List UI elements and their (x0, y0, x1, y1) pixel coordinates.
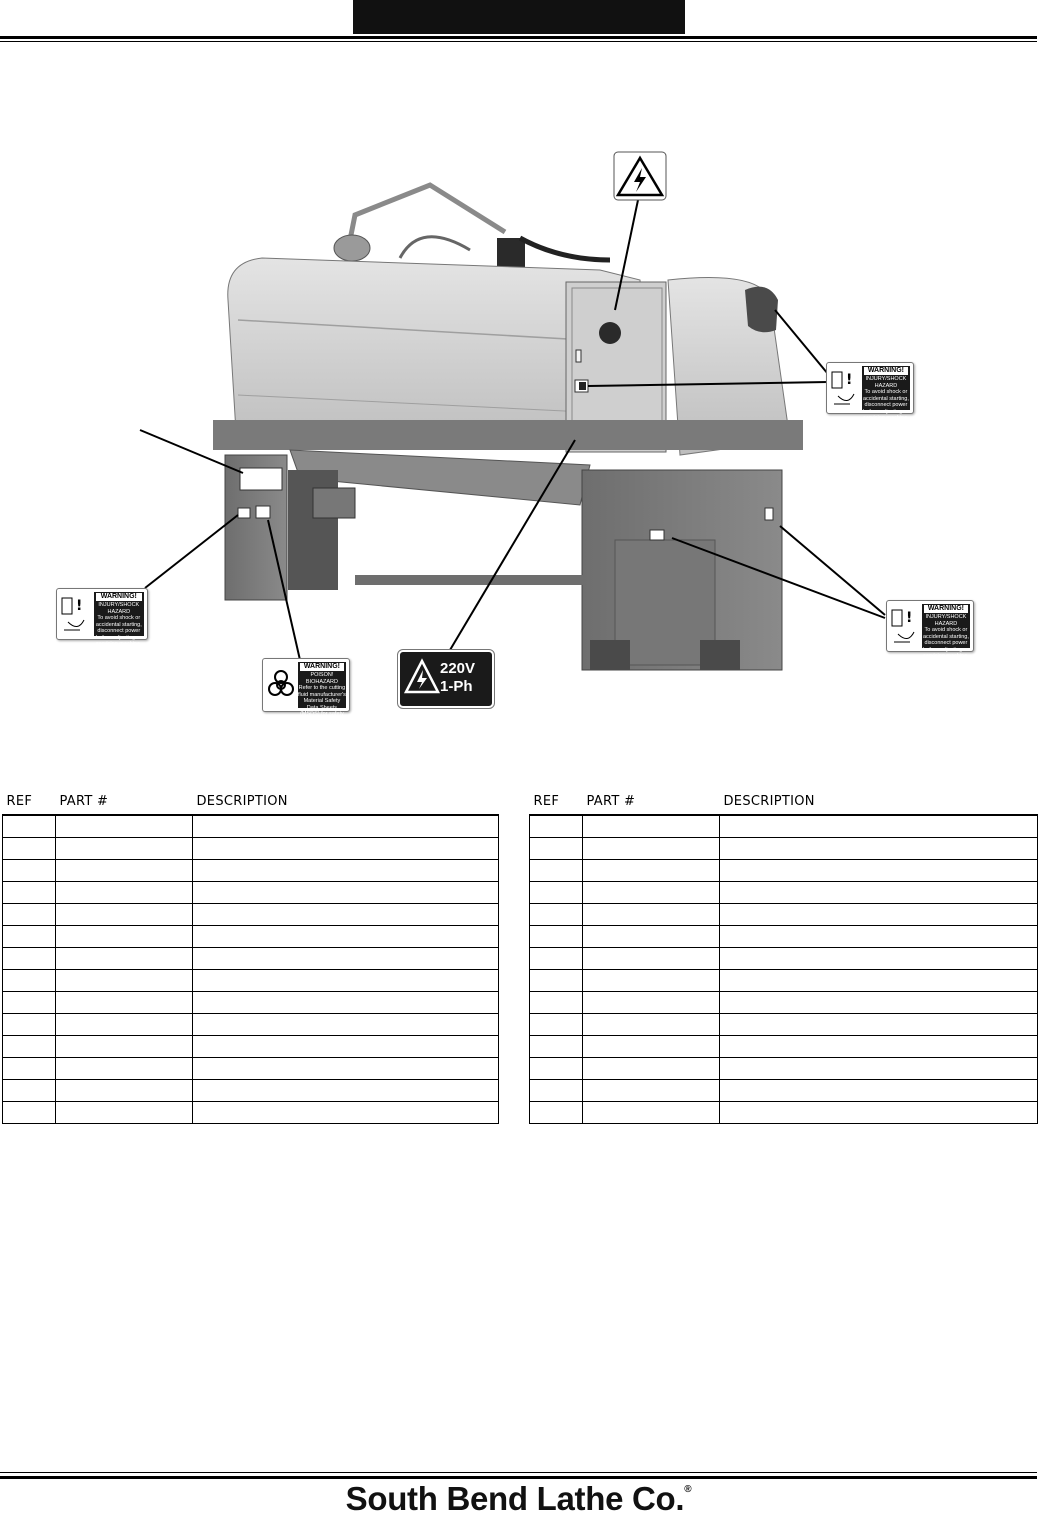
table-row (3, 1036, 499, 1058)
biohazard-icon (266, 662, 296, 708)
col-part-header: PART # (56, 792, 193, 815)
part-number-cell (583, 860, 720, 882)
label-line: Material Safety Data (303, 698, 341, 711)
label-line: accidental starting, (922, 633, 969, 640)
part-number-cell (583, 882, 720, 904)
description-cell (720, 926, 1038, 948)
part-number-cell (56, 838, 193, 860)
part-number-cell (56, 815, 193, 838)
part-number-cell (56, 1102, 193, 1124)
label-line: before adjusting or (863, 408, 909, 415)
label-line: INJURY/SHOCK (98, 602, 140, 608)
table-row (530, 1102, 1038, 1124)
description-cell (193, 1102, 499, 1124)
description-cell (193, 970, 499, 992)
table-row (530, 948, 1038, 970)
ref-cell (530, 1014, 583, 1036)
description-cell (193, 1036, 499, 1058)
label-line: servicing machine. (923, 653, 969, 659)
description-cell (193, 838, 499, 860)
label-line: disconnect power (924, 640, 968, 646)
description-cell (720, 970, 1038, 992)
label-line: accidental starting, (95, 621, 142, 628)
ref-cell (530, 926, 583, 948)
table-row (3, 860, 499, 882)
table-row (3, 1058, 499, 1080)
description-cell (720, 1080, 1038, 1102)
ref-cell (3, 904, 56, 926)
ref-cell (530, 815, 583, 838)
header-rule-thin (0, 41, 1037, 42)
description-cell (720, 1014, 1038, 1036)
work-lamp (334, 235, 370, 261)
table-row (530, 860, 1038, 882)
table-row (3, 970, 499, 992)
table-row (3, 992, 499, 1014)
registered-mark: ® (684, 1484, 692, 1495)
description-cell (193, 926, 499, 948)
ref-cell (530, 1036, 583, 1058)
part-number-cell (583, 904, 720, 926)
description-cell (720, 1102, 1038, 1124)
col-description-header: DESCRIPTION (193, 792, 499, 815)
ref-cell (530, 948, 583, 970)
voltage-label (398, 650, 494, 708)
label-line: servicing machine. (863, 415, 909, 421)
part-number-cell (56, 860, 193, 882)
ref-cell (530, 904, 583, 926)
ref-cell (530, 838, 583, 860)
footer-rule-thick (0, 1476, 1037, 1479)
ref-cell (3, 860, 56, 882)
table-row (3, 948, 499, 970)
ref-cell (3, 970, 56, 992)
description-cell (720, 815, 1038, 838)
table-row (530, 970, 1038, 992)
description-cell (193, 904, 499, 926)
table-header-row (530, 792, 1038, 815)
part-number-cell (583, 948, 720, 970)
footer-rule-thin (0, 1472, 1037, 1473)
table-row (3, 815, 499, 838)
label-line: Refer to the cutting (298, 685, 346, 691)
ref-cell (530, 1080, 583, 1102)
description-cell (193, 860, 499, 882)
label-title: WARNING! (864, 367, 908, 375)
col-ref-header: REF (3, 792, 56, 815)
electrical-hazard-icon (404, 658, 440, 698)
table-row (530, 926, 1038, 948)
label-line: To avoid shock or (97, 615, 141, 621)
part-number-cell (583, 815, 720, 838)
table-row (530, 1080, 1038, 1102)
label-line: Sheets (MSDS) for (300, 704, 338, 717)
parts-table-right (529, 792, 1038, 1124)
label-line: INJURY/SHOCK (925, 614, 967, 620)
table-row (3, 1014, 499, 1036)
part-number-cell (583, 1014, 720, 1036)
table-row (530, 882, 1038, 904)
description-cell (720, 860, 1038, 882)
description-cell (720, 1036, 1038, 1058)
label-line: BIOHAZARD (305, 678, 338, 685)
ref-cell (3, 815, 56, 838)
label-line: HAZARD (934, 620, 958, 627)
ref-cell (3, 838, 56, 860)
label-line: accidental starting, (862, 395, 909, 402)
label-line: HAZARD (874, 382, 898, 389)
label-line: INJURY/SHOCK (865, 376, 907, 382)
col-description-header: DESCRIPTION (720, 792, 1038, 815)
description-cell (193, 882, 499, 904)
part-number-cell (56, 948, 193, 970)
part-number-cell (56, 970, 193, 992)
label-line: HAZARD (107, 608, 131, 615)
label-line: POISON! (310, 672, 334, 678)
parts-table-left (2, 792, 499, 1124)
label-line: To avoid shock or (864, 389, 908, 395)
label-line: disconnect power (97, 628, 141, 634)
part-number-cell (56, 1036, 193, 1058)
label-line: before adjusting or (923, 646, 969, 653)
table-row (3, 926, 499, 948)
header-rule-thick (0, 36, 1037, 39)
ref-cell (530, 1058, 583, 1080)
electrical-hazard-icon (614, 152, 666, 200)
part-number-cell (583, 1102, 720, 1124)
main-power-switch (599, 322, 621, 344)
ref-cell (3, 1058, 56, 1080)
label-line: safety information. (307, 711, 344, 724)
description-cell (193, 815, 499, 838)
part-number-cell (583, 1036, 720, 1058)
shock-hazard-label-lower-right (886, 600, 974, 659)
biohazard-label (262, 658, 350, 724)
svg-text:!: ! (76, 598, 83, 614)
label-line: To avoid shock or (924, 627, 968, 633)
part-number-cell (56, 1014, 193, 1036)
description-cell (720, 992, 1038, 1014)
part-number-cell (56, 992, 193, 1014)
table-row (3, 838, 499, 860)
label-line: disconnect power (864, 402, 908, 408)
description-cell (720, 882, 1038, 904)
label-line: fluid manufacturer's (298, 691, 346, 698)
ref-cell (3, 1102, 56, 1124)
table-row (3, 1102, 499, 1124)
lathe-bed (213, 420, 803, 450)
machine-labels-figure (0, 130, 1037, 724)
description-cell (720, 1058, 1038, 1080)
part-number-cell (56, 1058, 193, 1080)
table-header-row (3, 792, 499, 815)
phase-value: 1-Ph (440, 678, 473, 695)
table-row (530, 904, 1038, 926)
brand-name: South Bend Lathe Co. (345, 1480, 685, 1517)
table-row (530, 1058, 1038, 1080)
ref-cell (3, 992, 56, 1014)
brand-logo (0, 1480, 1037, 1518)
ref-cell (530, 992, 583, 1014)
ref-cell (530, 882, 583, 904)
ref-cell (3, 882, 56, 904)
ref-cell (530, 970, 583, 992)
label-title: WARNING! (300, 663, 344, 671)
shock-hazard-label-right (826, 362, 914, 421)
label-line: before adjusting or (96, 634, 142, 641)
part-number-cell (583, 838, 720, 860)
description-cell (720, 904, 1038, 926)
description-cell (193, 1014, 499, 1036)
description-cell (193, 1058, 499, 1080)
ref-cell (3, 948, 56, 970)
description-cell (193, 948, 499, 970)
ref-cell (530, 1102, 583, 1124)
ref-cell (3, 926, 56, 948)
part-number-cell (583, 1058, 720, 1080)
col-ref-header: REF (530, 792, 583, 815)
label-title: WARNING! (924, 605, 968, 613)
description-cell (720, 838, 1038, 860)
part-number-cell (583, 992, 720, 1014)
shock-hazard-label-left (56, 588, 148, 647)
svg-text:!: ! (906, 610, 913, 626)
part-number-cell (56, 904, 193, 926)
label-title: WARNING! (96, 593, 142, 601)
part-number-cell (56, 882, 193, 904)
table-row (530, 815, 1038, 838)
table-row (3, 882, 499, 904)
ref-cell (530, 860, 583, 882)
description-cell (193, 1080, 499, 1102)
work-lamp-arm (350, 185, 505, 240)
table-row (530, 1036, 1038, 1058)
part-number-cell (583, 926, 720, 948)
lathe-illustration (0, 130, 1037, 720)
part-number-cell (56, 1080, 193, 1102)
header-section-tab (353, 0, 685, 34)
label-line: servicing machine. (96, 641, 142, 647)
voltage-value: 220V (440, 660, 476, 677)
ref-cell (3, 1080, 56, 1102)
table-row (530, 838, 1038, 860)
col-part-header: PART # (583, 792, 720, 815)
ref-cell (3, 1014, 56, 1036)
table-row (3, 904, 499, 926)
part-number-cell (583, 970, 720, 992)
ref-cell (3, 1036, 56, 1058)
part-number-cell (583, 1080, 720, 1102)
description-cell (193, 992, 499, 1014)
part-number-cell (56, 926, 193, 948)
table-row (530, 1014, 1038, 1036)
description-cell (720, 948, 1038, 970)
svg-text:!: ! (846, 372, 853, 388)
table-row (3, 1080, 499, 1102)
table-row (530, 992, 1038, 1014)
